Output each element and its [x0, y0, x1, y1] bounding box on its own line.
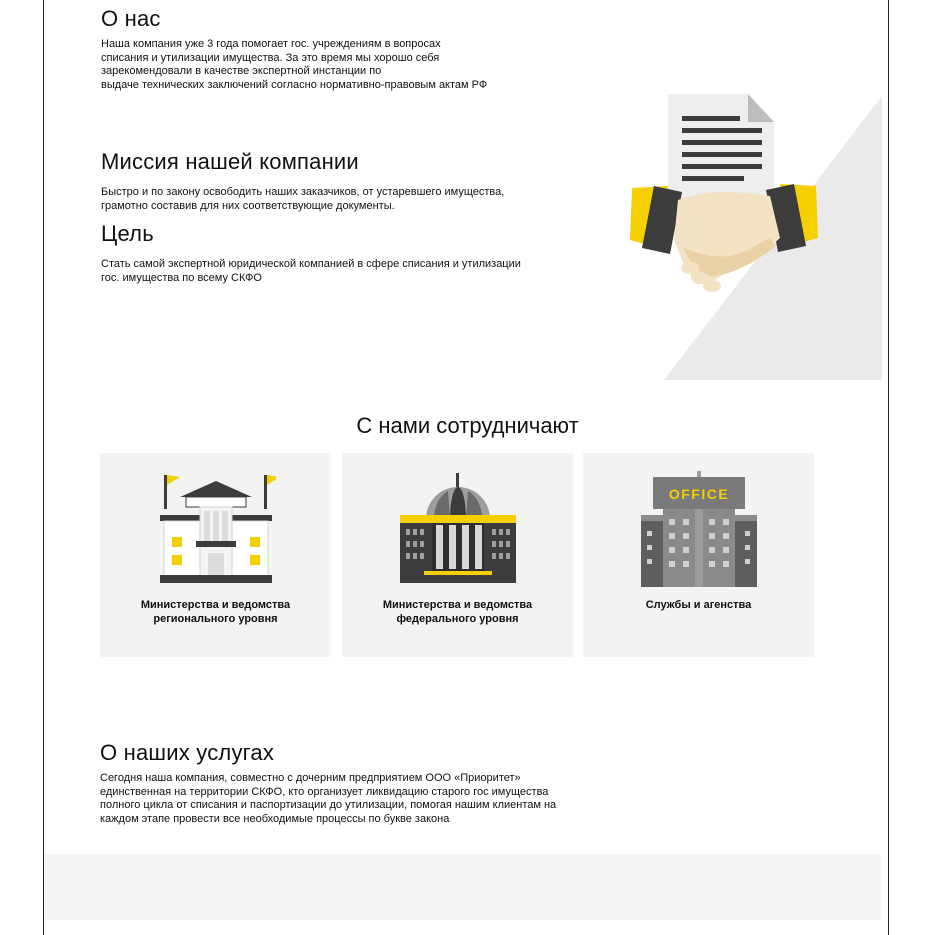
partner-card-agencies	[583, 453, 814, 657]
footer-band	[44, 854, 881, 920]
partner-card-label: Министерства и ведомства федерального уровня	[382, 599, 533, 625]
services-title: О наших услугах	[100, 740, 275, 765]
about-title: О нас	[101, 6, 161, 31]
office-building-icon	[639, 471, 759, 587]
about-text: Наша компания уже 3 года помогает гос. учреждениям в вопросах списания и утилизации имущества. За это время мы хорошо себя зарекомендовали в качестве экспертной инстанции по выдаче технических заключений согласно нормативно-правовым актам РФ	[101, 38, 488, 91]
partner-card-label: Министерства и ведомства регионального уровня	[140, 599, 291, 625]
handshake-document-illustration	[620, 88, 882, 380]
services-text: Сегодня наша компания, совместно с дочерним предприятием ООО «Приоритет» единственная на территории СКФО, кто организует ликвидацию старого гос имущества полного цикла от списания и паспортизации до утилизации, помогая нашим клиентам на каждом этапе провести все необходимые процессы по букве закона	[100, 772, 557, 825]
partner-card-federal	[342, 453, 573, 657]
regional-ministry-building-icon	[156, 471, 276, 587]
partners-title: С нами сотрудничают	[356, 413, 579, 438]
mission-text: Быстро и по закону освободить наших заказчиков, от устаревшего имущества, грамотно составив для них соответствующие документы.	[101, 186, 505, 212]
mission-title: Миссия нашей компании	[101, 149, 359, 174]
partner-card-regional	[100, 453, 331, 657]
goal-title: Цель	[101, 221, 154, 246]
goal-text: Стать самой экспертной юридической компанией в сфере списания и утилизации гос. имущества по всему СКФО	[101, 258, 521, 284]
office-sign-text: OFFICE	[668, 486, 729, 502]
federal-capitol-building-icon	[398, 471, 518, 587]
partner-card-label: Службы и агенства	[645, 599, 752, 611]
